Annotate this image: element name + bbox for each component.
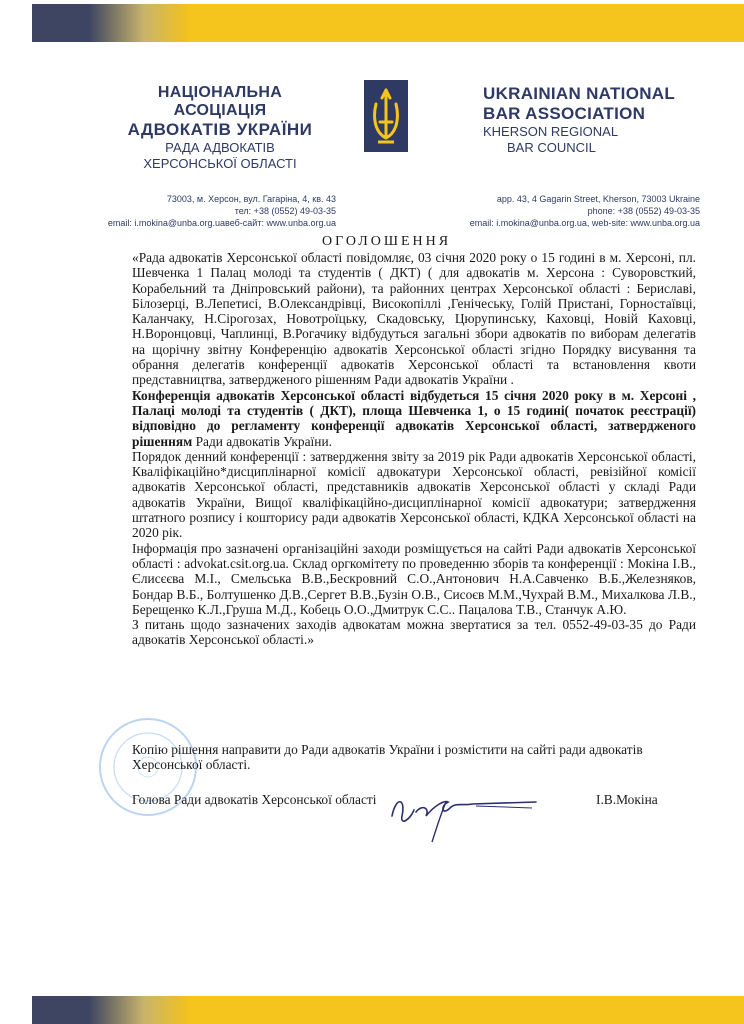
conference-bold-text: Конференція адвокатів Херсонської області відбудеться 15 січня 2020 року в м. Херсоні , Палаці молоді та студентів ( ДКТ), площа Шевченка 1, о 15 годині( початок реєстрації) відповідно до регламенту конференції адвокатів Херсонської області, затвердженого рішенням — [132, 387, 696, 449]
email-ua: email: i.mokina@unba.org.uaвеб-сайт: www.unba.org.ua — [107, 218, 336, 228]
header-right-org — [483, 84, 703, 156]
document-title: ОГОЛОШЕННЯ — [322, 234, 452, 249]
signatory-name: І.В.Мокіна — [596, 792, 658, 807]
contact-block-ua — [96, 193, 336, 229]
council-name-en-line1: KHERSON REGIONAL — [483, 124, 619, 139]
paragraph-agenda: Порядок денний конференції : затвердження звіту за 2019 рік Ради адвокатів Херсонської області, Кваліфікаційно*дисциплінарної комісії адвокатури Херсонської області, ревізійної комісії адвокатів Херсонської області, представників адвокатів Херсонської області у складі Ради адвокатів України, Вищої кваліфікаційно-дисциплінарної комісії адвокатури; затвердження штатного розпису і кошторису ради адвокатів Херсонської області, КДКА Херсонської області на 2020 рік. — [132, 448, 696, 541]
unba-trident-logo-icon — [364, 80, 408, 152]
org-name-en-line1: UKRAINIAN NATIONAL — [483, 84, 676, 103]
paragraph-general-meetings: «Рада адвокатів Херсонської області повідомляє, 03 січня 2020 року о 15 годині в м. Херсоні, пл. Шевченка 1 Палац молоді та студентів ( ДКТ) ( для адвокатів м. Херсона : Суворовсткий, Корабельний та Дніпровський райони), та районних центрах Херсонської області : Бериславі, Білозерці, В.Лепетисі, В.Олександрівці, Високопіллі ,Генічеську, Голій Пристані, Горностаївці, Каланчаку, Н.Сірогозах, Новотроїцьку, Скадовську, Цюрупинську, Каховці, Новій Каховці, Н.Воронцовці, Чаплинці, В.Рогачику відбудуться загальні збори адвокатів по виборам делегатів на щорічну звітну Конференцію адвокатів Херсонської області згідно Порядку висування та обрання делегатів конференції адвокатів Херсонської області та встановлення квоти представництва, затвердженого рішенням Ради адвокатів України . — [132, 250, 696, 388]
copy-instruction: Копію рішення направити до Ради адвокатів України і розмістити на сайті ради адвокатів Херсонської області. — [132, 742, 643, 773]
conference-tail-text: Ради адвокатів України. — [192, 433, 332, 449]
bottom-color-band — [32, 996, 744, 1024]
header-left-org — [110, 84, 330, 172]
paragraph-contact-info: З питань щодо зазначених заходів адвокатам можна звертатися за тел. 0552-49-03-35 до Ради адвокатів Херсонської області.» — [132, 617, 696, 648]
top-color-band — [32, 4, 744, 42]
org-name-en-line2: BAR ASSOCIATION — [483, 104, 646, 123]
contact-block-en — [432, 193, 700, 229]
address-ua: 73003, м. Херсон, вул. Гагаріна, 4, кв. 43 — [166, 194, 336, 204]
announcement-body — [132, 250, 696, 648]
council-name-en-line2: BAR COUNCIL — [507, 140, 596, 155]
paragraph-organizing-committee: Інформація про зазначені організаційні заходи розміщується на сайті Ради адвокатів Херсонської області : advokat.csit.org.ua. Склад оргкомітету по проведенню зборів та конференції : Мокіна І.В., Єлисєєва М.І., Смельська В.В.,Бескровний С.О.,Антонович Н.А.Савченко В.Б.,Железняков, Бондар В.Б., Болтушенко Д.В.,Сергет В.В.,Бузін О.В., Сисоєв М.М.,Чухрай В.М., Михалкова Л.В., Берещенко К.Л.,Груша М.Д., Кобець О.О.,Дмитрук С.С.. Пацалова Т.В., Станчук А.Ю. — [132, 540, 696, 617]
org-name-ua-line1: НАЦІОНАЛЬНА АСОЦІАЦІЯ — [157, 84, 283, 119]
phone-en: phone: +38 (0552) 49-03-35 — [587, 206, 700, 216]
email-en: email: i.mokina@unba.org.ua, web-site: www.unba.org.ua — [469, 218, 700, 228]
paragraph-conference — [132, 388, 696, 449]
council-name-ua-line2: ХЕРСОНСЬКОЇ ОБЛАСТІ — [143, 156, 297, 171]
signatory-role: Голова Ради адвокатів Херсонської області — [132, 792, 377, 807]
handwritten-signature-icon — [386, 786, 546, 846]
council-name-ua-line1: РАДА АДВОКАТІВ — [165, 140, 275, 155]
org-name-ua-line2: АДВОКАТІВ УКРАЇНИ — [127, 120, 313, 139]
address-en: app. 43, 4 Gagarin Street, Kherson, 73003 Ukraine — [496, 194, 700, 204]
phone-ua: тел: +38 (0552) 49-03-35 — [234, 206, 336, 216]
